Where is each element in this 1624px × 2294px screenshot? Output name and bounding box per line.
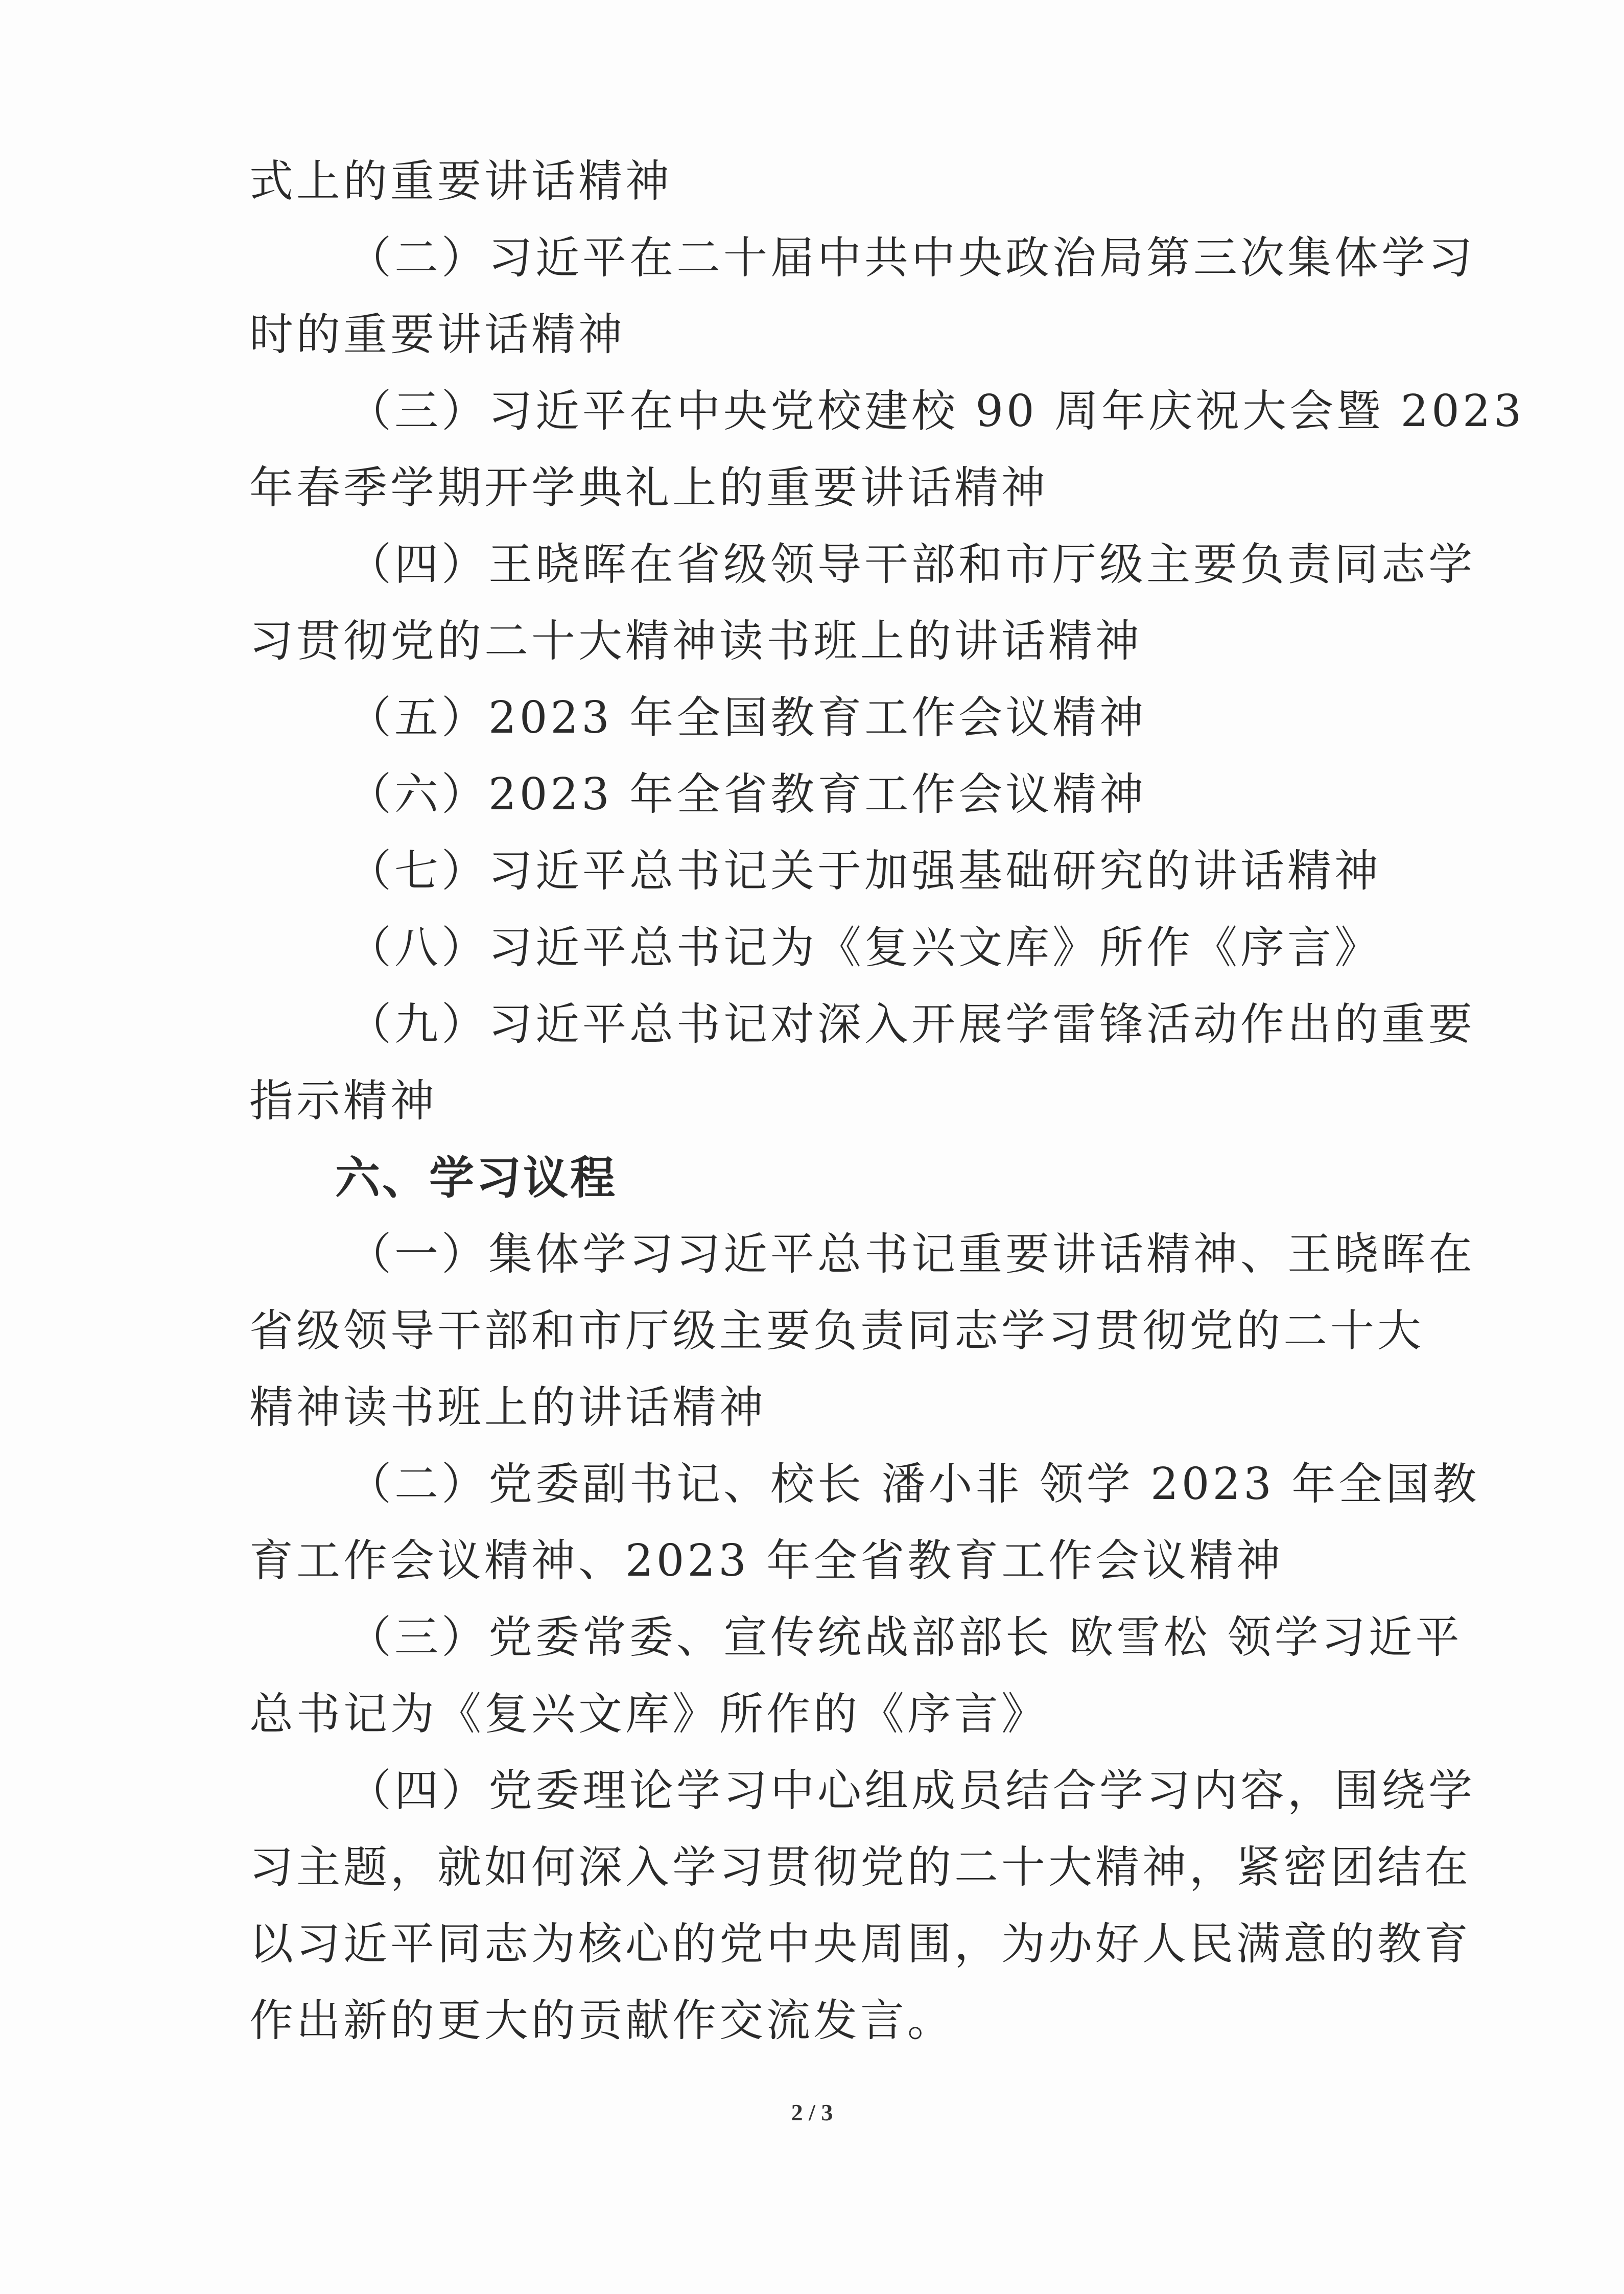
text-line: 习贯彻党的二十大精神读书班上的讲话精神 <box>249 616 1142 667</box>
text-line: （三）党委常委、宣传统战部部长 欧雪松 领学习近平 <box>347 1612 1463 1663</box>
text-line: 省级领导干部和市厅级主要负责同志学习贯彻党的二十大 <box>249 1305 1424 1356</box>
text-line: 作出新的更大的贡献作交流发言。 <box>249 1995 954 2046</box>
text-line: （二）党委副书记、校长 潘小非 领学 2023 年全国教 <box>347 1459 1480 1510</box>
text-line: 式上的重要讲话精神 <box>249 156 672 207</box>
text-line: （三）习近平在中央党校建校 90 周年庆祝大会暨 2023 <box>347 386 1525 437</box>
text-line: （八）习近平总书记为《复兴文库》所作《序言》 <box>347 922 1381 973</box>
text-line: （五）2023 年全国教育工作会议精神 <box>347 692 1147 743</box>
text-line: （四）党委理论学习中心组成员结合学习内容，围绕学 <box>347 1765 1475 1816</box>
text-line: （七）习近平总书记关于加强基础研究的讲话精神 <box>347 846 1381 897</box>
text-line: 以习近平同志为核心的党中央周围，为办好人民满意的教育 <box>249 1918 1471 1970</box>
text-line: （一）集体学习习近平总书记重要讲话精神、王晓晖在 <box>347 1229 1475 1280</box>
text-line: 习主题，就如何深入学习贯彻党的二十大精神，紧密团结在 <box>249 1842 1471 1893</box>
text-line: 指示精神 <box>249 1075 437 1127</box>
text-line: 总书记为《复兴文库》所作的《序言》 <box>249 1689 1048 1740</box>
text-line: 时的重要讲话精神 <box>249 309 625 360</box>
text-line: 精神读书班上的讲话精神 <box>249 1382 766 1433</box>
section-heading: 六、学习议程 <box>335 1152 618 1204</box>
text-line: （四）王晓晖在省级领导干部和市厅级主要负责同志学 <box>347 539 1475 590</box>
text-line: 育工作会议精神、2023 年全省教育工作会议精神 <box>249 1535 1284 1586</box>
text-line: （二）习近平在二十届中共中央政治局第三次集体学习 <box>347 232 1475 284</box>
page-number: 2 / 3 <box>791 2099 833 2125</box>
text-line: （六）2023 年全省教育工作会议精神 <box>347 769 1147 820</box>
text-line: （九）习近平总书记对深入开展学雷锋活动作出的重要 <box>347 999 1475 1050</box>
text-line: 年春季学期开学典礼上的重要讲话精神 <box>249 462 1048 513</box>
